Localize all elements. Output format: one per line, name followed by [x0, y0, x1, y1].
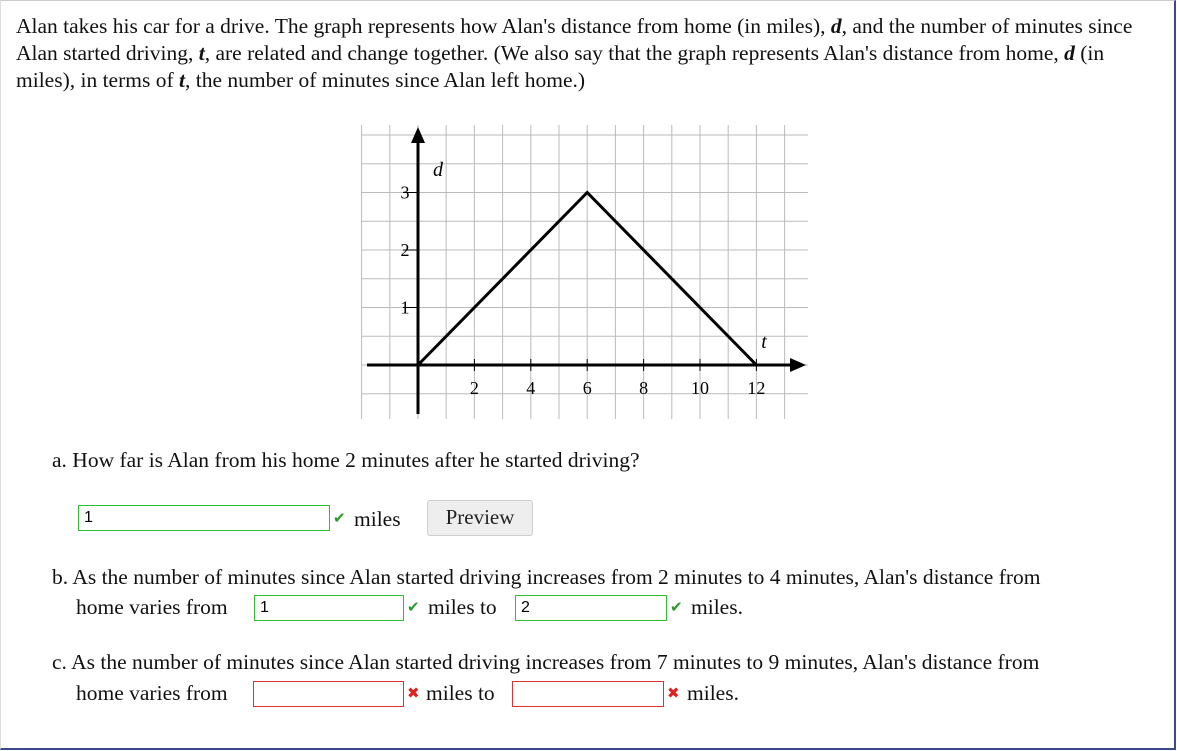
- variable-t: t: [198, 41, 205, 65]
- check-icon: ✔: [407, 600, 420, 616]
- y-tick-label: 2: [400, 240, 410, 260]
- question-b-suffix: miles.: [691, 595, 743, 619]
- problem-intro: Alan takes his car for a drive. The graph represents how Alan's distance from home (in miles), d, and the number of minutes since Alan started driving, t, are related and change together. (We also say that the graph represents Alan's distance from home, d (in miles), in terms of t, the number of minutes since Alan left home.): [16, 14, 1133, 92]
- y-tick-label: 3: [400, 182, 410, 203]
- x-tick-label: 6: [582, 378, 592, 398]
- answer-a-input[interactable]: [78, 505, 330, 531]
- answer-c-to-input[interactable]: [512, 681, 664, 707]
- answer-b-to-input[interactable]: [515, 595, 667, 621]
- cross-icon: ✖: [667, 686, 680, 702]
- x-tick-label: 2: [469, 378, 479, 398]
- x-tick-label: 8: [639, 378, 649, 398]
- answer-b-from-input[interactable]: [254, 595, 404, 621]
- cross-icon: ✖: [407, 686, 420, 702]
- x-tick-label: 4: [526, 378, 536, 398]
- distance-time-graph: [360, 122, 810, 422]
- question-b-text: b. As the number of minutes since Alan started driving increases from 2 minutes to 4 minutes, Alan's distance from: [52, 565, 1041, 589]
- question-a-text: a. How far is Alan from his home 2 minutes after he started driving?: [52, 448, 640, 472]
- x-tick-label: 12: [747, 378, 766, 398]
- x-tick-label: 10: [691, 378, 709, 398]
- preview-button[interactable]: Preview: [427, 500, 533, 536]
- question-b-prefix: home varies from: [76, 595, 228, 619]
- x-axis-label: t: [761, 331, 767, 353]
- x-axis-arrow: [790, 358, 806, 372]
- check-icon: ✔: [333, 511, 346, 527]
- answer-c-from-input[interactable]: [253, 681, 404, 707]
- question-c-suffix: miles.: [687, 681, 739, 705]
- question-c-prefix: home varies from: [76, 681, 228, 705]
- variable-d: d: [830, 14, 842, 38]
- answer-a-unit: miles: [354, 507, 401, 531]
- question-c-middle: miles to: [426, 681, 495, 705]
- y-axis-label: d: [433, 159, 443, 181]
- check-icon: ✔: [670, 600, 683, 616]
- question-b-middle: miles to: [428, 595, 497, 619]
- y-tick-label: 1: [400, 297, 410, 318]
- question-c-text: c. As the number of minutes since Alan started driving increases from 7 minutes to 9 minutes, Alan's distance from: [52, 650, 1040, 674]
